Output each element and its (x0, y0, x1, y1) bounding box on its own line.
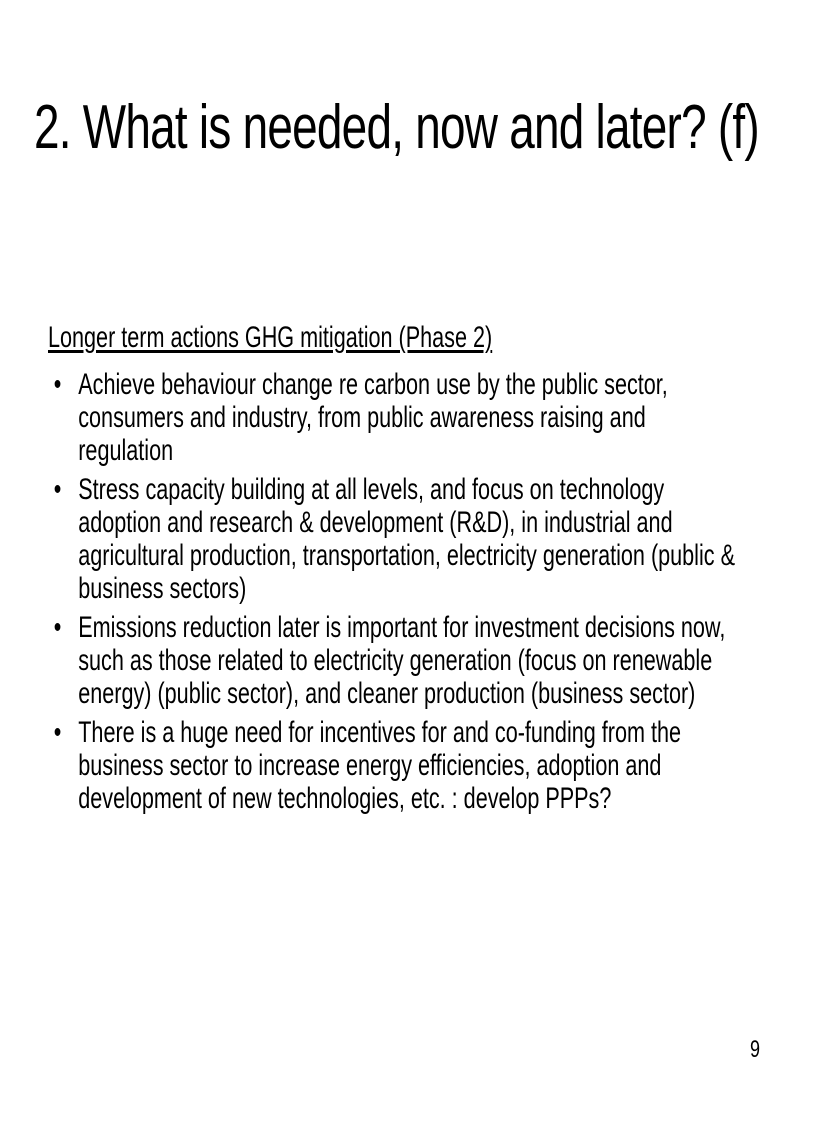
bullet-item (48, 368, 739, 467)
bullet-text: Emissions reduction later is important for investment decisions now, such as those related to electricity generation (focus on renewable energy) (public sector), and cleaner production (business sector) (78, 611, 726, 710)
bullet-list (48, 368, 739, 821)
bullet-text: Achieve behaviour change re carbon use by the public sector, consumers and industry, from public awareness raising and regulation (78, 368, 668, 467)
bullet-item (48, 611, 739, 710)
slide-title: 2. What is needed, now and later? (f) (34, 93, 759, 162)
bullet-item (48, 716, 739, 815)
bullet-dot-icon: • (53, 611, 62, 644)
bullet-dot-icon: • (53, 368, 62, 401)
section-subheading: Longer term actions GHG mitigation (Phase 2) (48, 321, 493, 354)
bullet-dot-icon: • (53, 473, 62, 506)
bullet-text: Stress capacity building at all levels, and focus on technology adoption and research & development (R&D), in industrial and agricultural production, transportation, electricity generation (public & business sectors) (78, 473, 735, 605)
page-number: 9 (750, 1036, 761, 1063)
bullet-dot-icon: • (53, 716, 62, 749)
bullet-text: There is a huge need for incentives for and co-funding from the business sector to increase energy efficiencies, adoption and development of new technologies, etc. : develop PPPs? (78, 716, 682, 815)
bullet-item (48, 473, 739, 605)
